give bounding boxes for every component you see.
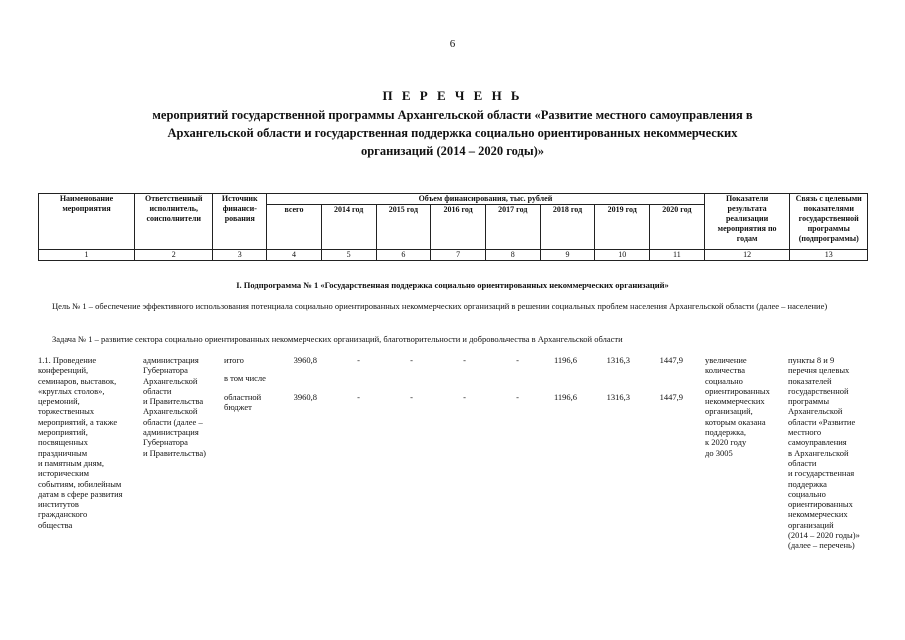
column-number: 6: [376, 250, 431, 261]
regional-value: -: [410, 392, 413, 402]
column-number: 2: [135, 250, 213, 261]
total-value: -: [410, 355, 413, 365]
header-link: Связь с целевыми показателями государственной программы (подпрограммы): [790, 194, 868, 250]
subprogram-heading: I. Подпрограмма № 1 «Государственная поддержка социально ориентированных некоммерческих организаций»: [236, 280, 669, 290]
column-number: 1: [39, 250, 135, 261]
header-year: 2014 год: [321, 205, 376, 250]
task-text: Задача № 1 – развитие сектора социально ориентированных некоммерческих организаций, благотворительности и добровольчества в Архангельской области: [52, 334, 623, 344]
header-source: Источник финанси-рования: [213, 194, 267, 250]
column-number: 7: [431, 250, 486, 261]
page-number: 6: [449, 38, 456, 50]
regional-value: -: [516, 392, 519, 402]
column-number: 10: [595, 250, 650, 261]
column-number: 5: [321, 250, 376, 261]
header-row: [39, 194, 868, 205]
header-indicators: Показатели результата реализации мероприятия по годам: [704, 194, 790, 250]
header-year: 2016 год: [431, 205, 486, 250]
source-including-label: в том числе: [224, 373, 266, 383]
header-year: 2020 год: [650, 205, 705, 250]
column-number: 3: [213, 250, 267, 261]
header-year: 2018 год: [540, 205, 595, 250]
source-total-label: итого: [224, 355, 244, 365]
column-number: 11: [650, 250, 705, 261]
total-value: -: [463, 355, 466, 365]
indicator-cell: увеличение количества социально ориентированных некоммерческих организаций, которым оказана поддержка, к 2020 году до 3005: [705, 355, 770, 458]
regional-value: 1447,9: [659, 392, 683, 402]
column-number: 12: [704, 250, 790, 261]
header-event-name: Наименование мероприятия: [39, 194, 135, 250]
column-number: 8: [485, 250, 540, 261]
document-title: П Е Р Е Ч Е Н Ь: [382, 88, 523, 103]
event-name-cell: 1.1. Проведение конференций, семинаров, выставок, «круглых столов», церемоний, торжественных мероприятий, а также мероприятий, посвященных праздничным и памятным дням, историческим событиям, юбилейным датам в сфере развития институтов гражданского общества: [38, 355, 123, 530]
column-number: 4: [267, 250, 322, 261]
regional-value: -: [357, 392, 360, 402]
header-year: 2019 год: [595, 205, 650, 250]
document-subtitle: мероприятий государственной программы Архангельской области «Развитие местного самоуправления в Архангельской области и государственная поддержка социально ориентированных некоммерческих организаций (2014 – 2020 годы)»: [152, 108, 753, 158]
total-value: 1447,9: [659, 355, 683, 365]
goal-text: Цель № 1 – обеспечение эффективного использования потенциала социально ориентированных некоммерческих организаций в решении социальных проблем населения Архангельской области (далее – население): [52, 301, 828, 311]
regional-value: 3960,8: [293, 392, 317, 402]
header-executor: Ответственный исполнитель, соисполнители: [135, 194, 213, 250]
regional-value: 1196,6: [553, 392, 577, 402]
regional-value: -: [463, 392, 466, 402]
column-number-row: [39, 250, 868, 261]
column-number: 13: [790, 250, 868, 261]
header-year: всего: [267, 205, 322, 250]
total-value: 1316,3: [606, 355, 630, 365]
header-year: 2015 год: [376, 205, 431, 250]
column-number: 9: [540, 250, 595, 261]
header-year: 2017 год: [485, 205, 540, 250]
total-value: 3960,8: [293, 355, 317, 365]
regional-value: 1316,3: [606, 392, 630, 402]
executor-cell: администрация Губернатора Архангельской области и Правительства Архангельской области (далее – администрация Губернатора и Правительства): [143, 355, 206, 458]
total-value: -: [516, 355, 519, 365]
financing-table: [38, 193, 868, 261]
total-value: -: [357, 355, 360, 365]
link-cell: пункты 8 и 9 перечня целевых показателей государственной программы Архангельской области «Развитие местного самоуправления в Архангельской области и государственная поддержка социально ориентированных некоммерческих организаций (2014 – 2020 годы)» (далее – перечень): [788, 355, 860, 551]
header-financing: Объем финансирования, тыс. рублей: [267, 194, 705, 205]
total-value: 1196,6: [553, 355, 577, 365]
source-regional-label: областной бюджет: [224, 392, 262, 413]
